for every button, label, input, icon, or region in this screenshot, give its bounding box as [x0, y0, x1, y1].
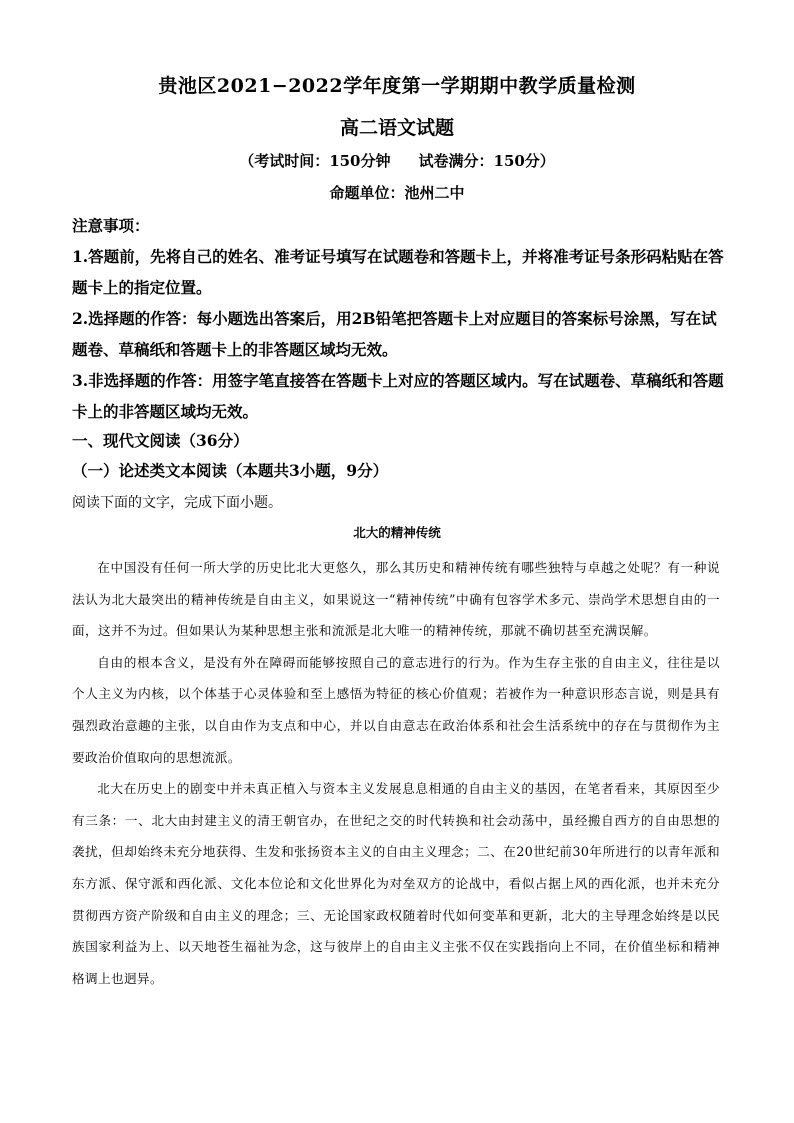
article-paragraph-2: 自由的根本含义，是没有外在障碍而能够按照自己的意志进行的行为。作为生存主张的自由主义，往往是以个人主义为内核，以个体基于心灵体验和至上感悟为特征的核心价值观；若被作为一种意识形态言说，则是具有强烈政治意趣的主张，以自由作为支点和中心，并以自由意志在政治体系和社会生活系统中的存在与贯彻作为主要政治价值取向的思想流派。 — [72, 654, 720, 765]
article-title: 北大的精神传统 — [353, 525, 441, 540]
note-item-2: 2.选择题的作答：每小题选出答案后，用2B铅笔把答题卡上对应题目的答案标号涂黑，写在试题卷、草稿纸和答题卡上的非答题区域均无效。 — [72, 309, 717, 359]
exam-unit: 命题单位：池州二中 — [329, 184, 465, 202]
reading-instruction: 阅读下面的文字，完成下面小题。 — [72, 495, 282, 511]
notes-block — [72, 210, 728, 427]
notes-heading: 注意事项： — [72, 216, 150, 235]
article-paragraph-1: 在中国没有任何一所大学的历史比北大更悠久，那么其历史和精神传统有哪些独特与卓越之处呢？有一种说法认为北大最突出的精神传统是自由主义，如果说这一“精神传统”中确有包容学术多元、崇尚学术思想自由的一面，这并不为过。但如果认为某种思想主张和流派是北大唯一的精神传统，那就不确切甚至充满误解。 — [72, 560, 720, 639]
section-heading-part1: 一、现代文阅读（36分） — [72, 431, 249, 450]
note-item-3: 3.非选择题的作答：用签字笔直接答在答题卡上对应的答题区域内。写在试题卷、草稿纸和答题卡上的非答题区域均无效。 — [72, 371, 724, 421]
exam-meta — [0, 150, 794, 172]
note-item-1: 1.答题前，先将自己的姓名、准考证号填写在试题卷和答题卡上，并将准考证号条形码粘贴在答题卡上的指定位置。 — [72, 247, 724, 297]
article-paragraph-3: 北大在历史上的剧变中并未真正植入与资本主义发展息息相通的自由主义的基因，在笔者看来，其原因至少有三条：一、北大由封建主义的清王朝官办，在世纪之交的时代转换和社会动荡中，虽经搬自西方的自由思想的袭扰，但却始终未充分地获得、生发和张扬资本主义的自由主义理念；二、在20世纪前30年所进行的以青年派和东方派、保守派和西化派、文化本位论和文化世界化为对垒双方的论战中，看似占据上风的西化派，也并未充分贯彻西方资产阶级和自由主义的理念；三、无论国家政权随着时代如何变革和更新，北大的主导理念始终是以民族国家利益为上、以天地苍生福祉为念，这与彼岸上的自由主义主张不仅在实践指向上不同，在价值坐标和精神格调上也迥异。 — [72, 781, 720, 986]
exam-title: 贵池区2021−2022学年度第一学期期中教学质量检测 — [158, 75, 636, 97]
article-body — [72, 552, 720, 994]
full-score: 试卷满分：150分） — [418, 152, 555, 170]
section-heading-part1-sub: （一）论述类文本阅读（本题共3小题，9分） — [72, 461, 389, 480]
exam-subtitle: 高二语文试题 — [339, 117, 454, 139]
exam-time: （考试时间：150分钟 — [239, 152, 391, 170]
